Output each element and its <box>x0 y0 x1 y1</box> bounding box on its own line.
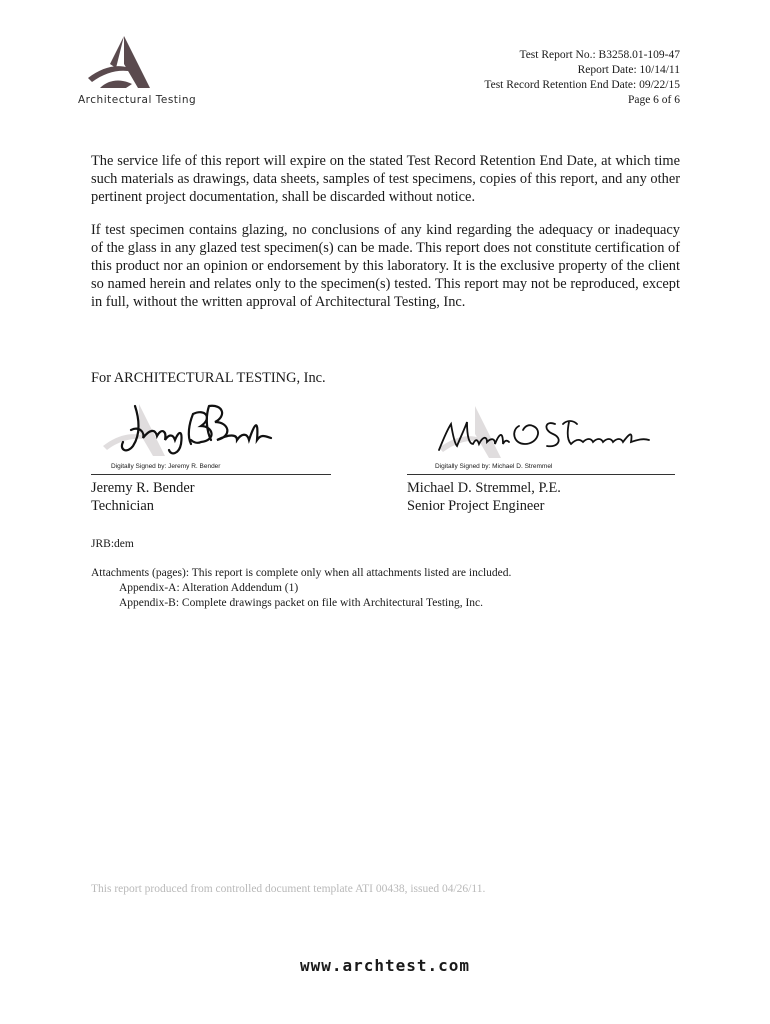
report-body <box>91 152 680 326</box>
signature-image-bender <box>91 400 331 462</box>
handwritten-signature-icon <box>109 400 309 462</box>
signer-title: Senior Project Engineer <box>407 498 545 514</box>
website-url: www.archtest.com <box>299 956 471 975</box>
signature-line <box>407 474 675 475</box>
company-name: Architectural Testing <box>78 94 197 106</box>
retention-end-date: Test Record Retention End Date: 09/22/15 <box>484 79 680 91</box>
attachments-intro: Attachments (pages): This report is complete only when all attachments listed are included. <box>91 567 512 579</box>
signature-block-bender <box>91 400 331 514</box>
signature-image-stremmel <box>407 400 675 462</box>
signature-block-stremmel <box>407 400 675 514</box>
attachment-item: Appendix-A: Alteration Addendum (1) <box>119 582 299 594</box>
report-date: Report Date: 10/14/11 <box>577 64 680 76</box>
service-life-paragraph: The service life of this report will expire on the stated Test Record Retention End Date, at which time such materials as drawings, data sheets, samples of test specimens, copies of this report, and any other pertinent project documentation, shall be discarded without notice. <box>91 153 680 206</box>
signature-caption: Digitally Signed by: Jeremy R. Bender <box>111 463 221 470</box>
template-note: This report produced from controlled document template ATI 00438, issued 04/26/11. <box>91 883 486 895</box>
glazing-disclaimer-paragraph: If test specimen contains glazing, no conclusions of any kind regarding the adequacy or inadequacy of the glass in any glazed test specimen(s) can be made. This report does not constitute certification of this product nor an opinion or endorsement by this laboratory. It is the exclusive property of the client so named herein and relates only to the specimen(s) tested. This report may not be reproduced, except in full, without the written approval of Architectural Testing, Inc. <box>91 221 680 311</box>
typist-initials: JRB:dem <box>91 538 134 550</box>
company-logo <box>78 34 228 110</box>
signature-line <box>91 474 331 475</box>
for-company-line: For ARCHITECTURAL TESTING, Inc. <box>91 370 326 386</box>
report-header-info <box>484 48 680 108</box>
handwritten-signature-icon <box>433 400 673 462</box>
signer-title: Technician <box>91 498 154 514</box>
company-logo-icon <box>86 34 156 92</box>
page-number: Page 6 of 6 <box>627 94 680 106</box>
attachments-section <box>91 566 511 611</box>
signature-caption: Digitally Signed by: Michael D. Stremmel <box>435 463 553 470</box>
signer-name: Michael D. Stremmel, P.E. <box>407 480 561 496</box>
report-number: Test Report No.: B3258.01-109-47 <box>519 49 680 61</box>
signer-name: Jeremy R. Bender <box>91 480 195 496</box>
attachment-item: Appendix-B: Complete drawings packet on file with Architectural Testing, Inc. <box>119 597 484 609</box>
